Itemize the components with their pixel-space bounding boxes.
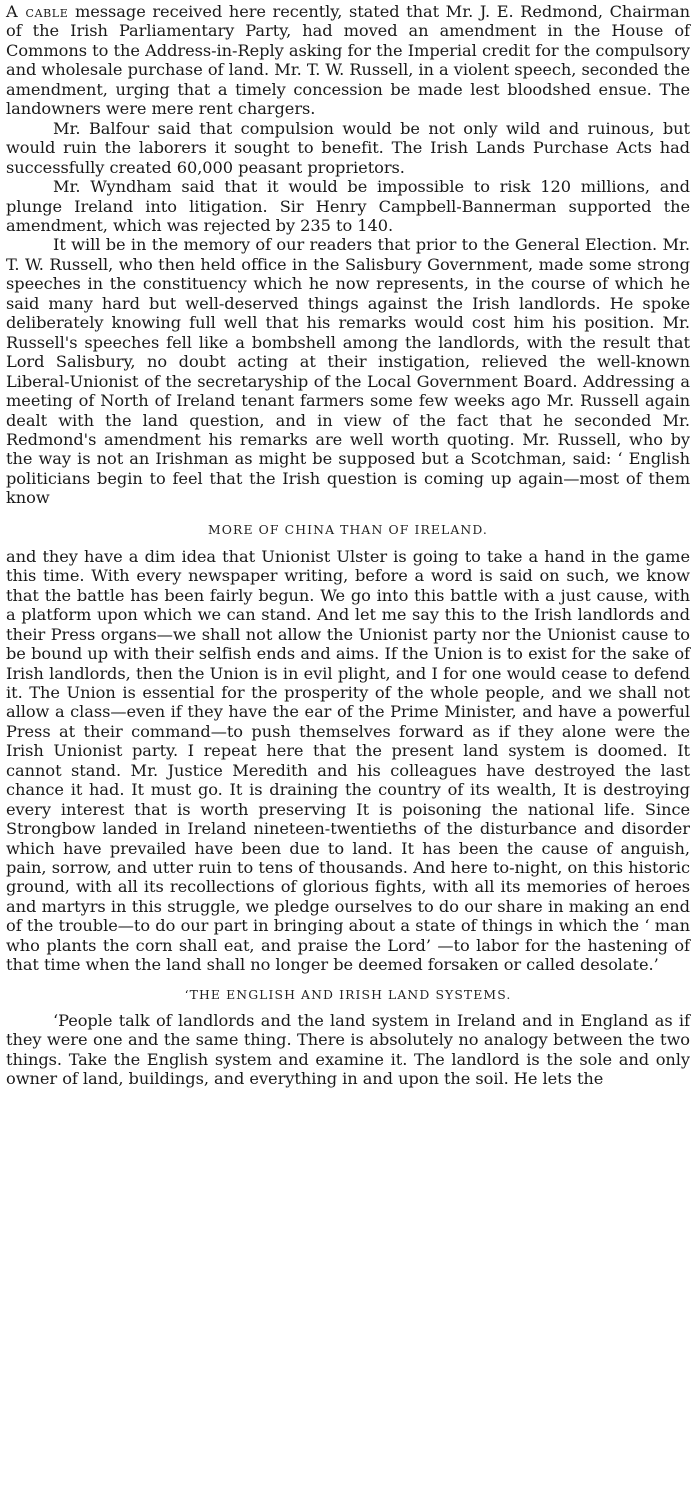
subheading-china-ireland: MORE OF CHINA THAN OF IRELAND. [208, 521, 488, 537]
article-paragraph-2: Mr. Balfour said that compulsion would be not only wild and ruinous, but would ruin the laborers it sought to benefit. The Irish Lands Purchase Acts had successfully created 60,000 peasant proprietors. [6, 118, 690, 177]
article-paragraph-6: ‘People talk of landlords and the land system in Ireland and in England as if they were one and the same thing. There is absolutely no analogy between the two things. Take the English system and examine it. The landlord is the sole and only owner of land, buildings, and everything in and upon the soil. He lets the [6, 1010, 690, 1089]
article-paragraph-1 [6, 2, 690, 119]
subheading-land-systems: ‘THE ENGLISH AND IRISH LAND SYSTEMS. [184, 986, 512, 1002]
article-paragraph-4: It will be in the memory of our readers that prior to the General Election. Mr. T. W. Russell, who then held office in the Salisbury Government, made some strong speeches in the constituency which he now represents, in the course of which he said many hard but well-deserved things against the Irish landlords. He spoke deliberately knowing full well that his remarks would cost him his position. Mr. Russell's speeches fell like a bombshell among the landlords, with the result that Lord Salisbury, no doubt acting at their instigation, relieved the well-known Liberal-Unionist of the secretaryship of the Local Government Board. Addressing a meeting of North of Ireland tenant farmers some few weeks ago Mr. Russell again dealt with the land question, and in view of the fact that he seconded Mr. Redmond's amendment his remarks are well worth quoting. Mr. Russell, who by the way is not an Irishman as might be supposed but a Scotchman, said: ‘ English politicians begin to feel that the Irish question is coming up again—most of them know [6, 235, 690, 508]
lead-caps-opening: A cable [6, 2, 69, 21]
article-paragraph-5: and they have a dim idea that Unionist Ulster is going to take a hand in the game this time. With every newspaper writing, before a word is said on such, we know that the battle has been fairly begun. We go into this battle with a just cause, with a platform upon which we can stand. And let me say this to the Irish landlords and their Press organs—we shall not allow the Unionist party nor the Unionist cause to be bound up with their selfish ends and aims. If the Union is to exist for the sake of Irish landlords, then the Union is in evil plight, and I for one would cease to defend it. The Union is essential for the prosperity of the whole people, and we shall not allow a class—even if they have the ear of the Prime Minister, and have a powerful Press at their command—to push themselves forward as if they alone were the Irish Unionist party. I repeat here that the present land system is doomed. It cannot stand. Mr. Justice Meredith and his colleagues have destroyed the last chance it had. It must go. It is draining the country of its wealth, It is destroying every interest that is worth preserving It is poisoning the national life. Since Strongbow landed in Ireland nineteen-twentieths of the disturbance and disorder which have prevailed have been due to land. It has been the cause of anguish, pain, sorrow, and utter ruin to tens of thousands. And here to-night, on this historic ground, with all its recollections of glorious fights, with all its memories of heroes and martyrs in this struggle, we pledge ourselves to do our share in making an end of the trouble—to do our part in bringing about a state of things in which the ‘ man who plants the corn shall eat, and praise the Lord’ —to labor for the hastening of that time when the land shall no longer be deemed forsaken or called desolate.’ [6, 546, 690, 975]
paragraph-1-text: message received here recently, stated that Mr. J. E. Redmond, Chairman of the Irish Parliamentary Party, had moved an amendment in the House of Commons to the Address-in-Reply asking for the Imperial credit for the compulsory and wholesale purchase of land. Mr. T. W. Russell, in a violent speech, seconded the amendment, urging that a timely concession be made lest bloodshed ensue. The landowners were mere rent chargers. [6, 2, 690, 119]
article-paragraph-3: Mr. Wyndham said that it would be impossible to risk 120 millions, and plunge Ireland into litigation. Sir Henry Campbell-Bannerman supported the amendment, which was rejected by 235 to 140. [6, 177, 690, 235]
newspaper-column [6, 2, 690, 1089]
